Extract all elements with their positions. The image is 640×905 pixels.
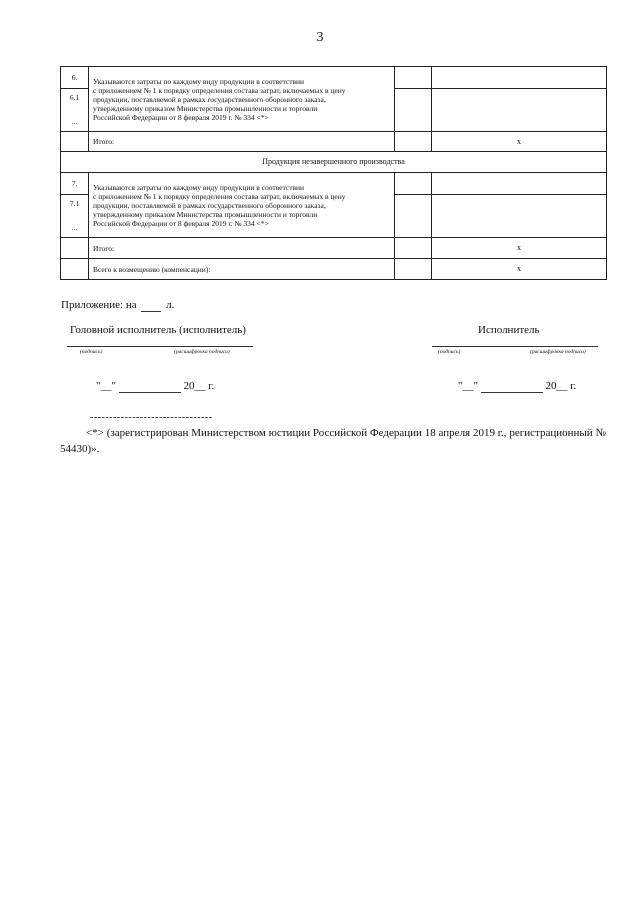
appendix-suffix: л. — [166, 299, 175, 311]
date-right — [458, 380, 576, 393]
section-title: Продукция незавершенного производства — [61, 152, 607, 173]
table-cell — [395, 259, 432, 280]
table-cell — [395, 132, 432, 152]
row-number: 6. — [61, 67, 89, 89]
grand-total-label: Всего к возмещению (компенсации): — [89, 259, 395, 280]
table-row — [61, 152, 607, 173]
table-cell — [61, 132, 89, 152]
table-cell — [61, 259, 89, 280]
table-cell — [395, 238, 432, 259]
table-cell — [395, 89, 432, 132]
table-cell — [395, 67, 432, 89]
decoding-caption: (расшифровка подписи) — [530, 349, 586, 355]
table-cell — [432, 173, 607, 195]
total-label: Итого: — [89, 132, 395, 152]
row-number-group — [61, 89, 89, 132]
total-mark: x — [432, 238, 607, 259]
contractor-title: Исполнитель — [478, 324, 540, 336]
table-cell — [432, 195, 607, 238]
table-cell — [432, 89, 607, 132]
table-cell — [395, 195, 432, 238]
row-number: 6.1 — [69, 93, 80, 102]
row-number: 7.1 — [69, 199, 80, 208]
date-year: 20__ г. — [183, 380, 215, 392]
date-month-blank — [119, 380, 181, 393]
table-row — [61, 173, 607, 195]
table-row — [61, 238, 607, 259]
cost-table — [60, 66, 607, 280]
footnote-text: <*> (зарегистрирован Министерством юстиции Российской Федерации 18 апреля 2019 г., регистрационный № 54430)». — [60, 427, 606, 455]
date-month-blank — [481, 380, 543, 393]
row-description: Указываются затраты по каждому виду продукции в соответствии с приложением № 1 к порядку определения состава затрат, включаемых в цену продукции, поставляемой в рамках государственного оборонного заказа, утвержденному приказом Министерства промышленности и торговли Российской Федерации от 8 февраля 2019 г. № 334 <*> — [89, 67, 395, 132]
signature-line-left — [67, 346, 253, 347]
table-row — [61, 67, 607, 89]
signature-caption: (подпись) — [80, 349, 103, 355]
table-cell — [395, 173, 432, 195]
appendix-label: Приложение: на — [61, 299, 137, 311]
table-row — [61, 132, 607, 152]
row-number: ... — [71, 223, 78, 232]
total-label: Итого: — [89, 238, 395, 259]
row-number: ... — [71, 117, 78, 126]
date-day: "__" — [96, 380, 116, 392]
appendix-page-blank — [141, 299, 161, 312]
footnote-separator: -------------------------------- — [90, 412, 213, 423]
row-description: Указываются затраты по каждому виду продукции в соответствии с приложением № 1 к порядку определения состава затрат, включаемых в цену продукции, поставляемой в рамках государственного оборонного заказа, утвержденному приказом Министерства промышленности и торговли Российской Федерации от 8 февраля 2019 г. № 334 <*> — [89, 173, 395, 238]
grand-total-mark: x — [432, 259, 607, 280]
row-number: 7. — [61, 173, 89, 195]
row-number-group — [61, 195, 89, 238]
signature-line-right — [432, 346, 598, 347]
date-left — [96, 380, 214, 393]
appendix-line — [61, 299, 174, 312]
decoding-caption: (расшифровка подписи) — [174, 349, 230, 355]
table-row — [61, 259, 607, 280]
total-mark: x — [432, 132, 607, 152]
date-year: 20__ г. — [545, 380, 577, 392]
table-cell — [432, 67, 607, 89]
head-contractor-title: Головной исполнитель (исполнитель) — [70, 324, 246, 336]
date-day: "__" — [458, 380, 478, 392]
table-cell — [61, 238, 89, 259]
page-number: 3 — [316, 30, 324, 45]
signature-caption: (подпись) — [438, 349, 461, 355]
